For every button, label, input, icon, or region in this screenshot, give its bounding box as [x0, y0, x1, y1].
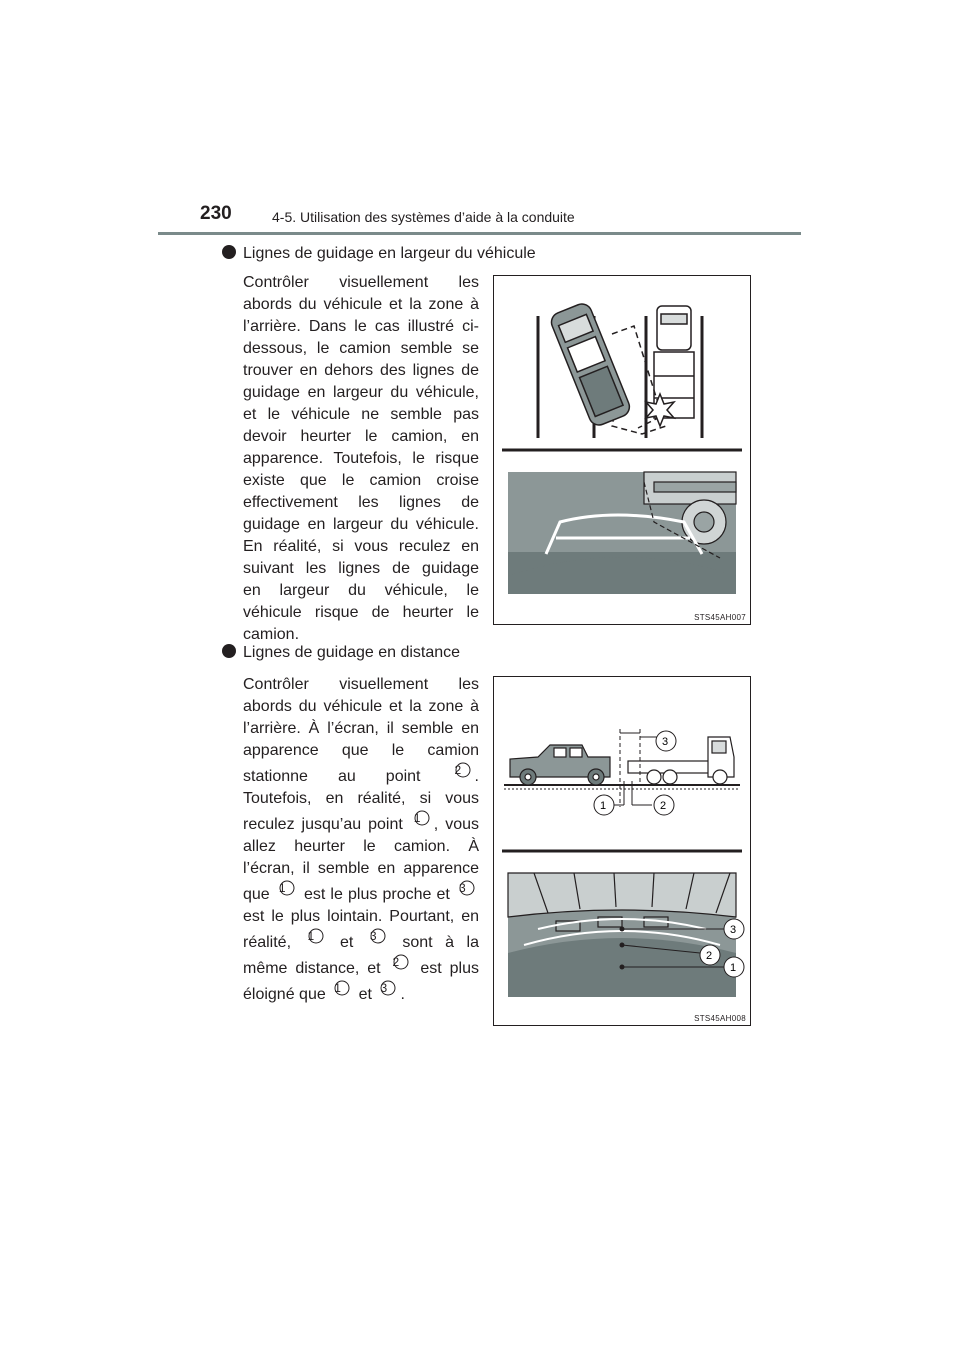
text-line: l’arrière. Dans le cas illustré ci- [243, 318, 479, 335]
text-fragment: que [243, 886, 270, 903]
paragraph-width-lines [243, 272, 479, 646]
text-line: abords du véhicule et la zone à [243, 698, 479, 715]
marker-2-icon: 2 [455, 762, 471, 778]
text-line: apparence. Toutefois, le risque [243, 450, 479, 467]
text-line: camion. [243, 626, 300, 643]
callout-2-label: 2 [660, 800, 667, 812]
text-line [243, 810, 479, 836]
section-title: 4-5. Utilisation des systèmes d’aide à la conduite [272, 209, 575, 225]
text-fragment: et [340, 934, 354, 951]
text-line: existe que le camion croise [243, 472, 479, 489]
paragraph-distance-lines [243, 674, 479, 1006]
text-line: dessous, le camion semble se [243, 340, 479, 357]
bullet-heading-distance-lines [222, 642, 460, 664]
text-line: et le véhicule ne semble pas [243, 406, 479, 423]
figure-code: STS45AH007 [694, 613, 746, 622]
marker-1-icon: 1 [334, 980, 350, 996]
heading-text: Lignes de guidage en distance [243, 644, 461, 661]
text-line: Toutefois, en réalité, si vous [243, 790, 479, 807]
text-fragment: réalité, [243, 934, 292, 951]
text-line [243, 980, 479, 1006]
text-line: En réalité, si vous reculez en [243, 538, 479, 555]
marker-3-icon: 3 [380, 980, 396, 996]
text-line: Contrôler visuellement les [243, 676, 479, 693]
text-line: en largeur du véhicule, le [243, 582, 479, 599]
text-line [243, 928, 479, 954]
text-fragment: même distance, et [243, 960, 381, 977]
text-fragment: reculez jusqu’au point [243, 816, 403, 833]
text-fragment: , vous [433, 816, 479, 833]
header-rule [158, 232, 801, 235]
text-fragment: stationne au point [243, 768, 421, 785]
text-fragment: . [400, 986, 405, 1003]
text-line: apparence que le camion [243, 742, 479, 759]
truck-side-view [628, 737, 734, 784]
screen-callout-2-label: 2 [706, 950, 713, 962]
pickup-top-view [548, 301, 632, 428]
distance-guidelines-illustration [494, 677, 750, 1025]
text-line: l’arrière. À l’écran, il semble en [243, 720, 479, 737]
text-line: trouver en dehors des lignes de [243, 362, 479, 379]
text-line: allez heurter le camion. À [243, 838, 479, 855]
figure-width-guidelines [493, 275, 751, 625]
text-fragment: et [358, 986, 372, 1003]
text-line: véhicule risque de heurter le [243, 604, 479, 621]
text-line: Contrôler visuellement les [243, 274, 479, 291]
text-line [243, 880, 479, 906]
text-line [243, 954, 479, 980]
text-line: effectivement les lignes de [243, 494, 479, 511]
marker-3-icon: 3 [370, 928, 386, 944]
text-line: guidage en largeur du véhicule. [243, 516, 479, 533]
text-fragment: est le plus proche et [303, 886, 450, 903]
width-guidelines-illustration [494, 276, 750, 624]
text-fragment: éloigné que [243, 986, 326, 1003]
marker-1-icon: 1 [279, 880, 295, 896]
callout-3-label: 3 [662, 736, 669, 748]
bullet-heading-width-lines [222, 243, 536, 265]
text-line: l’écran, il semble en apparence [243, 860, 479, 877]
marker-1-icon: 1 [308, 928, 324, 944]
screen-callout-1-label: 1 [730, 962, 737, 974]
text-line: guidage en largeur du véhicule, [243, 384, 479, 401]
marker-1-icon: 1 [414, 810, 430, 826]
text-line: devoir heurter le camion, en [243, 428, 479, 445]
figure-code: STS45AH008 [694, 1014, 746, 1023]
pickup-side-view [510, 745, 610, 785]
text-fragment: sont à la [402, 934, 479, 951]
bullet-icon [222, 245, 236, 259]
callout-1-label: 1 [600, 800, 607, 812]
text-line [243, 762, 479, 788]
text-line: est le plus lointain. Pourtant, en [243, 908, 479, 925]
text-line: abords du véhicule et la zone à [243, 296, 479, 313]
text-line: suivant les lignes de guidage [243, 560, 479, 577]
marker-2-icon: 2 [393, 954, 409, 970]
figure-distance-guidelines [493, 676, 751, 1026]
screen-callout-3-label: 3 [730, 924, 737, 936]
text-fragment: . [474, 768, 479, 785]
marker-3-icon: 3 [459, 880, 475, 896]
page-number: 230 [200, 203, 232, 224]
bullet-icon [222, 644, 236, 658]
heading-text: Lignes de guidage en largeur du véhicule [243, 245, 536, 262]
text-fragment: est plus [420, 960, 479, 977]
